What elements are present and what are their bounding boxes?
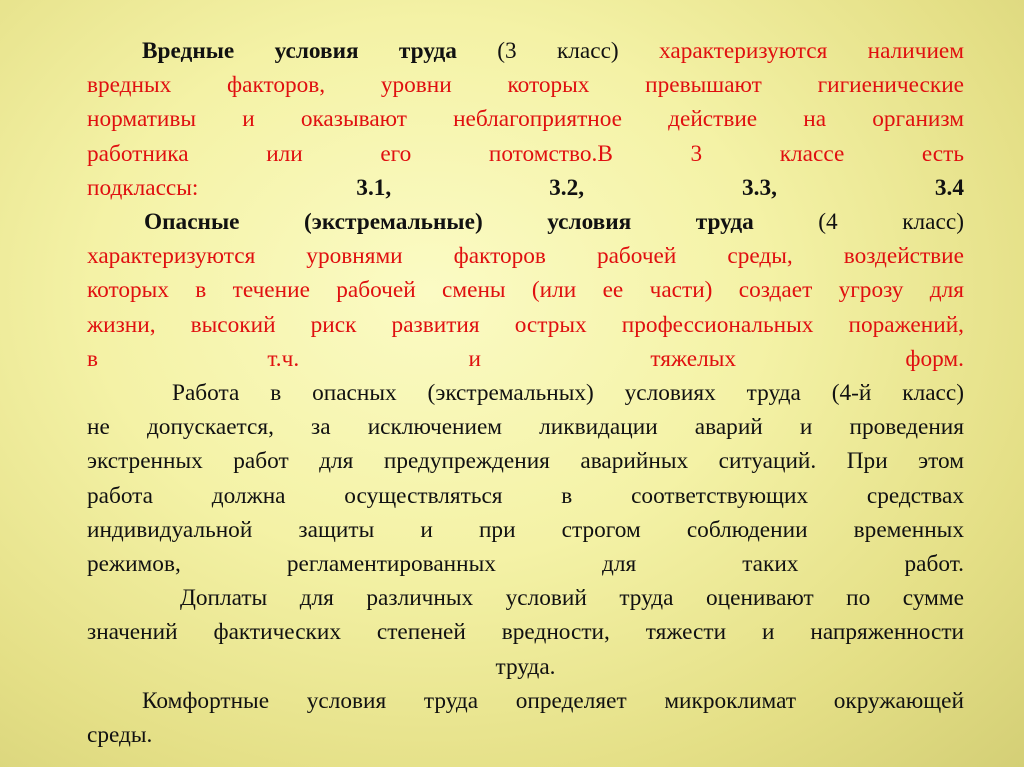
word: режимов, xyxy=(87,551,181,578)
word: работника xyxy=(87,140,189,167)
dangerous-line-4: жизни, высокий риск развития острых профессиональных поражений, xyxy=(87,311,964,338)
harmful-line-3: нормативы и оказывают неблагоприятное действие на организм xyxy=(87,106,964,133)
subclass-3-4: 3.4 xyxy=(934,174,964,201)
payments-line-2: значений фактических степеней вредности, тяжести и напряженности xyxy=(87,619,964,646)
word: Опасные xyxy=(144,209,240,236)
work-line-1: Работа в опасных (экстремальных) условиях труда (4-й класс) xyxy=(172,380,964,407)
harmful-definition-start: характеризуются наличием xyxy=(659,38,965,64)
work-line-6 xyxy=(87,547,964,581)
subclasses-label: подклассы: xyxy=(87,174,199,201)
word: таких xyxy=(742,551,799,578)
work-line-5: индивидуальной защиты и при строгом соблюдении временных xyxy=(87,516,964,543)
paragraph-harmful-conditions xyxy=(87,34,964,205)
payments-line-3: труда. xyxy=(495,653,556,680)
work-line-2: не допускается, за исключением ликвидации аварий и проведения xyxy=(87,414,964,441)
subclass-3-2: 3.2, xyxy=(549,174,585,201)
harmful-term: Вредные условия труда xyxy=(142,38,457,64)
dangerous-line-2: характеризуются уровнями факторов рабочей среды, воздействие xyxy=(87,243,964,270)
word: и xyxy=(468,345,481,372)
dangerous-line-5 xyxy=(87,342,964,376)
comfort-line-2: среды. xyxy=(87,722,153,749)
harmful-line-2: вредных факторов, уровни которых превышают гигиенические xyxy=(87,72,964,99)
word: (экстремальные) xyxy=(304,209,483,236)
paragraph-dangerous-conditions xyxy=(87,205,964,376)
word: труда xyxy=(695,209,754,236)
slide-text xyxy=(87,34,964,752)
harmful-class: (3 класс) xyxy=(456,38,660,64)
word: потомство.В xyxy=(488,140,613,167)
word: в xyxy=(87,345,99,372)
subclass-3-3: 3.3, xyxy=(742,174,777,201)
paragraph-payments xyxy=(87,581,964,684)
word: есть xyxy=(921,140,964,167)
word: т.ч. xyxy=(267,345,300,372)
word: класс) xyxy=(902,209,964,236)
payments-line-1: Доплаты для различных условий труда оценивают по сумме xyxy=(180,585,964,612)
harmful-line-4 xyxy=(87,137,964,171)
paragraph-dangerous-work xyxy=(87,376,964,581)
harmful-line-1 xyxy=(87,34,964,68)
word: условия xyxy=(547,209,632,236)
dangerous-line-1 xyxy=(87,205,964,239)
paragraph-comfort xyxy=(87,684,964,752)
word: форм. xyxy=(905,345,964,372)
word: регламентированных xyxy=(286,551,496,578)
harmful-line-5 xyxy=(87,171,964,205)
word: (4 xyxy=(818,209,838,236)
word: 3 xyxy=(690,140,703,167)
dangerous-line-3: которых в течение рабочей смены (или ее части) создает угрозу для xyxy=(87,277,964,304)
word: для xyxy=(601,551,637,578)
word: его xyxy=(380,140,412,167)
work-line-3: экстренных работ для предупреждения аварийных ситуаций. При этом xyxy=(87,448,964,475)
word: классе xyxy=(779,140,845,167)
word: или xyxy=(266,140,303,167)
comfort-line-1: Комфортные условия труда определяет микроклимат окружающей xyxy=(142,687,964,714)
work-line-4: работа должна осуществляться в соответствующих средствах xyxy=(87,482,964,509)
word: тяжелых xyxy=(650,345,737,372)
subclass-3-1: 3.1, xyxy=(356,174,392,201)
word: работ. xyxy=(904,551,964,578)
